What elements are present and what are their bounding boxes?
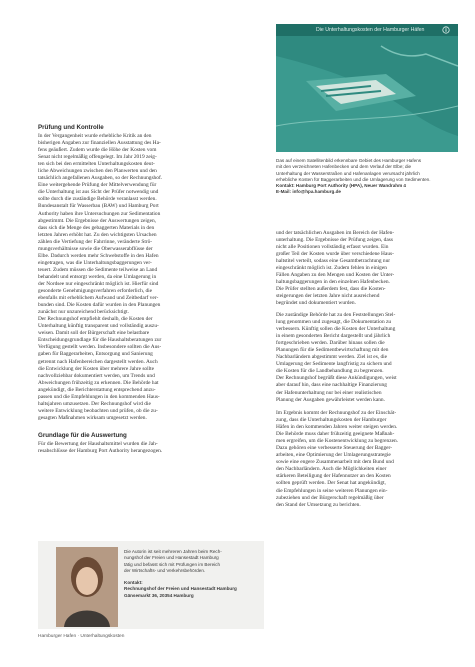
text-line: Dazu gehören eine verbesserte Steuerung der Bagger- bbox=[276, 445, 393, 452]
text-line: in einem gesonderten Bericht dargestellt und jährlich bbox=[276, 333, 391, 340]
text-line: stärkeren Beteiligung der Hafennutzer an den Kosten bbox=[276, 473, 391, 480]
text-line: Die Behörde muss daher frühzeitig geeignete Maßnah- bbox=[276, 431, 395, 438]
text-line: getrennt nach Hafenbereichen dargestellt werden. Auch bbox=[38, 358, 158, 365]
text-line: die Kosten für die Landbehandlung zu begrenzen. bbox=[276, 368, 384, 375]
text-line: bunden sind. Die Kosten dafür wurden in den Planungen bbox=[38, 302, 161, 309]
text-line: zung, dass die Unterhaltungskosten der Hamburger bbox=[276, 417, 387, 424]
text-line: den Nachbarländern. Auch die Möglichkeiten einer bbox=[276, 466, 387, 473]
text-line: abgestimmt. Die Ergebnisse der Auswertungen zeigen, bbox=[38, 217, 157, 224]
text-line: zubeziehen und der Bürgerschaft regelmäßig über bbox=[276, 494, 384, 501]
text-line: Elbe. Dadurch werden mehr Schwebstoffe in den Hafen bbox=[38, 252, 159, 259]
map-header-title: Die Unterhaltungskosten der Hamburger Häfen bbox=[316, 27, 425, 33]
text-line: ten sich bei den ermittelten Unterhaltungskosten deut- bbox=[38, 161, 155, 168]
text-line: Bundesanstalt für Wasserbau (BAW) und Hamburg Port bbox=[38, 203, 159, 210]
text-line: die Unterhaltung ist aus Sicht der Prüfer notwendig und bbox=[38, 189, 159, 196]
text-line: resabschlüsse der Hamburg Port Authority herangezogen. bbox=[38, 448, 163, 455]
text-line: Verfügung gestellt werden. Insbesondere sollten die Aus- bbox=[38, 344, 162, 351]
text-line: Senat nicht regelmäßig offengelegt. Im Jahr 2019 zeig- bbox=[38, 154, 157, 161]
text-line: Entscheidungsgrundlage für die Haushaltsberatungen zur bbox=[38, 337, 162, 344]
text-line: steigerungen der letzten Jahre nicht ausreichend bbox=[276, 293, 380, 300]
text-line: mungsverhältnisse sowie die Oberwasserabflüsse der bbox=[38, 245, 153, 252]
text-line: fens geäußert. Zudem wurde die Höhe der Kosten vom bbox=[38, 147, 157, 154]
right-column-text-3 bbox=[276, 410, 461, 509]
caption-contact-line: E-Mail: info@hpa.hamburg.de bbox=[276, 189, 341, 195]
text-line: die Empfehlungen in seine weiteren Planungen ein- bbox=[276, 487, 388, 494]
text-line: den Stand der Umsetzung zu berichten. bbox=[276, 501, 361, 508]
text-line: Der Rechnungshof empfiehlt deshalb, die Kosten der bbox=[38, 316, 153, 323]
text-line: fortgeschrieben werden. Darüber hinaus sollen die bbox=[276, 340, 385, 347]
caption-contact-line: Kontakt: Hamburg Port Authority (HPA), Neuer Wandrahm 4 bbox=[276, 183, 406, 189]
author-contact-line: Gänsemarkt 36, 20354 Hamburg bbox=[124, 592, 194, 598]
text-line: unterhaltung. Die Ergebnisse der Prüfung zeigen, dass bbox=[276, 237, 393, 244]
text-line: Der Rechnungshof begrüßt diese Ankündigungen, weist bbox=[276, 375, 397, 382]
author-contact-line: Rechnungshof der Freien und Hansestadt Hamburg bbox=[124, 586, 237, 592]
text-line: ebenfalls mit erheblichem Aufwand und Zeitbedarf ver- bbox=[38, 295, 159, 302]
text-line: nicht alle Positionen vollständig erfasst wurden. Ein bbox=[276, 244, 389, 251]
text-line: eingetragen, was die Unterhaltungsbaggerungen ver- bbox=[38, 259, 152, 266]
caption-line: Unterhaltung der Wasserstraßen und Hafenanlagen verursacht jährlich bbox=[276, 170, 420, 176]
text-line: nachvollziehbar dokumentiert werden, um Trends und bbox=[38, 372, 155, 379]
text-line: Die Prüfer stellten außerdem fest, dass die Kosten- bbox=[276, 286, 386, 293]
text-line: Eine weitergehende Prüfung der Mittelverwendung für bbox=[38, 182, 157, 189]
text-line: Häfen in den kommenden Jahren weiter steigen werden. bbox=[276, 424, 398, 431]
caption-line: mit den verzeichneten Hafenbecken und dem Verlauf der Elbe; die bbox=[276, 164, 412, 170]
text-line: Im Ergebnis kommt der Rechnungshof zu der Einschät- bbox=[276, 410, 397, 416]
caption-line: Das auf einem Satellitenbild erkennbare Gebiet des Hamburger Hafens bbox=[276, 158, 422, 163]
text-line: Unterhaltung künftig transparent und vollständig auszu- bbox=[38, 323, 159, 330]
right-column-text bbox=[276, 230, 461, 308]
text-line: Umlagerung der Sedimente langfristig zu sichern und bbox=[276, 361, 392, 368]
caption-line: erhebliche Kosten für Baggerarbeiten und die Umlagerung von Sedimenten. bbox=[276, 176, 431, 182]
text-line: Nachbarländern abgestimmt werden. Ziel ist es, die bbox=[276, 354, 388, 361]
text-line: behandelt und entsorgt werden, da eine Umlagerung in bbox=[38, 273, 157, 280]
author-photo bbox=[56, 547, 118, 627]
section-heading: Grundlage für die Auswertung bbox=[38, 432, 127, 439]
text-line: zunächst nur unzureichend berücksichtigt. bbox=[38, 309, 130, 316]
text-line: der Hafenunterhaltung nur bei einer realistischen bbox=[276, 389, 382, 396]
left-column-text-2 bbox=[38, 441, 264, 455]
text-line: Abweichungen frühzeitig zu erkennen. Die Behörde hat bbox=[38, 379, 159, 386]
text-line: haltsjahren umzusetzen. Der Rechnungshof wird die bbox=[38, 400, 151, 407]
text-line: gesonderte Genehmigungsverfahren erforderlich, die bbox=[38, 288, 153, 295]
text-line: sollten geprüft werden. Der Senat hat angekündigt, bbox=[276, 480, 386, 487]
satellite-map-figure bbox=[276, 24, 458, 152]
right-column-text-2 bbox=[276, 312, 461, 404]
author-bio-line: Die Autorin ist seit mehreren Jahren beim Rech- bbox=[124, 549, 222, 554]
text-line: lung genommen und zugesagt, die Dokumentation zu bbox=[276, 319, 392, 326]
text-line: weitere Entwicklung beobachten und prüfen, ob die zu- bbox=[38, 407, 158, 414]
text-line: men ergreifen, um die Kostenentwicklung zu begrenzen. bbox=[276, 438, 399, 445]
text-line: arbeiten, eine Optimierung der Umlagerungsstrategie bbox=[276, 452, 391, 459]
text-line: zählen die Vertiefung der Fahrrinne, veränderte Strö- bbox=[38, 238, 153, 245]
text-line: gaben für Baggerarbeiten, Entsorgung und Sanierung bbox=[38, 351, 153, 358]
map-header bbox=[276, 24, 458, 36]
text-line: sowie eine engere Zusammenarbeit mit dem Bund und bbox=[276, 459, 394, 466]
text-line: haltungsbaggerungen in den einzelnen Hafenbecken. bbox=[276, 279, 390, 286]
info-icon bbox=[442, 26, 450, 34]
text-line: eingeschränkt möglich ist. Zudem fehlen in einigen bbox=[276, 265, 387, 272]
text-line: teuert. Zudem müssen die Sedimente teilweise an Land bbox=[38, 266, 158, 273]
text-line: gesagten Maßnahmen wirksam umgesetzt werden. bbox=[38, 414, 147, 421]
author-bio-line: nungshof der Freien und Hansestadt Hamburg bbox=[124, 555, 219, 561]
text-line: verbessern. Künftig sollen die Kosten der Unterhaltung bbox=[276, 326, 396, 333]
text-line: Planung der Ausgaben gewährleistet werden kann. bbox=[276, 396, 385, 403]
text-line: die Entwicklung der Kosten über mehrere Jahre sollte bbox=[38, 365, 155, 372]
text-line: angekündigt, die Berichterstattung entsprechend anzu- bbox=[38, 386, 156, 393]
text-line: weisen. Damit soll der Bürgerschaft eine belastbare bbox=[38, 330, 150, 337]
text-line: tatsächlich angefallenen Ausgaben, so der Rechnungshof. bbox=[38, 175, 163, 182]
text-line: aber darauf hin, dass eine nachhaltige Finanzierung bbox=[276, 382, 387, 389]
author-contact-line: Kontakt: bbox=[124, 580, 143, 586]
text-line: haltstitel verteilt, sodass eine Gesamtbetrachtung nur bbox=[276, 258, 391, 265]
section-heading: Prüfung und Kontrolle bbox=[38, 124, 104, 131]
author-bio bbox=[124, 549, 258, 599]
text-line: sollte durch die zuständige Behörde veranlasst werden. bbox=[38, 196, 157, 203]
text-line: dass sich die Menge des gebaggerten Materials in den bbox=[38, 224, 155, 231]
left-column-text bbox=[38, 133, 264, 422]
text-line: Für die Bewertung der Haushaltsmittel wurden die Jah- bbox=[38, 441, 158, 447]
text-line: letzten Jahren erhöht hat. Zu den wichtigsten Ursachen bbox=[38, 231, 157, 238]
text-line: Fällen Angaben zu den Mengen und Kosten der Unter- bbox=[276, 272, 395, 279]
text-line: Authority haben ihre Untersuchungen zur Sedimentation bbox=[38, 210, 161, 217]
map-image bbox=[276, 36, 458, 152]
author-bio-line: tätig und befasst sich mit Prüfungen im Bereich bbox=[124, 561, 221, 567]
text-line: der Nordsee nur eingeschränkt möglich ist. Hierfür sind bbox=[38, 280, 159, 287]
author-bio-line: der Wirtschafts- und Verkehrsbehörden. bbox=[124, 567, 206, 573]
text-line: Planungen für die Sedimentbewirtschaftung mit den bbox=[276, 347, 389, 354]
page-footer: Hamburger Hafen · Unterhaltungskosten bbox=[38, 634, 125, 639]
text-line: liche Abweichungen zwischen den Planwerten und den bbox=[38, 168, 157, 175]
text-line: und der tatsächlichen Ausgaben im Bereich der Hafen- bbox=[276, 230, 395, 236]
text-line: passen und die Empfehlungen in den kommenden Haus- bbox=[38, 393, 160, 400]
map-caption bbox=[276, 158, 461, 196]
text-line: großer Teil der Kosten wurde über verschiedene Haus- bbox=[276, 251, 394, 258]
text-line: bisherigen Angaben zur finanziellen Ausstattung des Ha- bbox=[38, 140, 161, 147]
text-line: Die zuständige Behörde hat zu den Feststellungen Stel- bbox=[276, 312, 396, 318]
text-line: begründet und dokumentiert wurden. bbox=[276, 300, 356, 307]
text-line: In der Vergangenheit wurde erhebliche Kritik an den bbox=[38, 133, 152, 139]
